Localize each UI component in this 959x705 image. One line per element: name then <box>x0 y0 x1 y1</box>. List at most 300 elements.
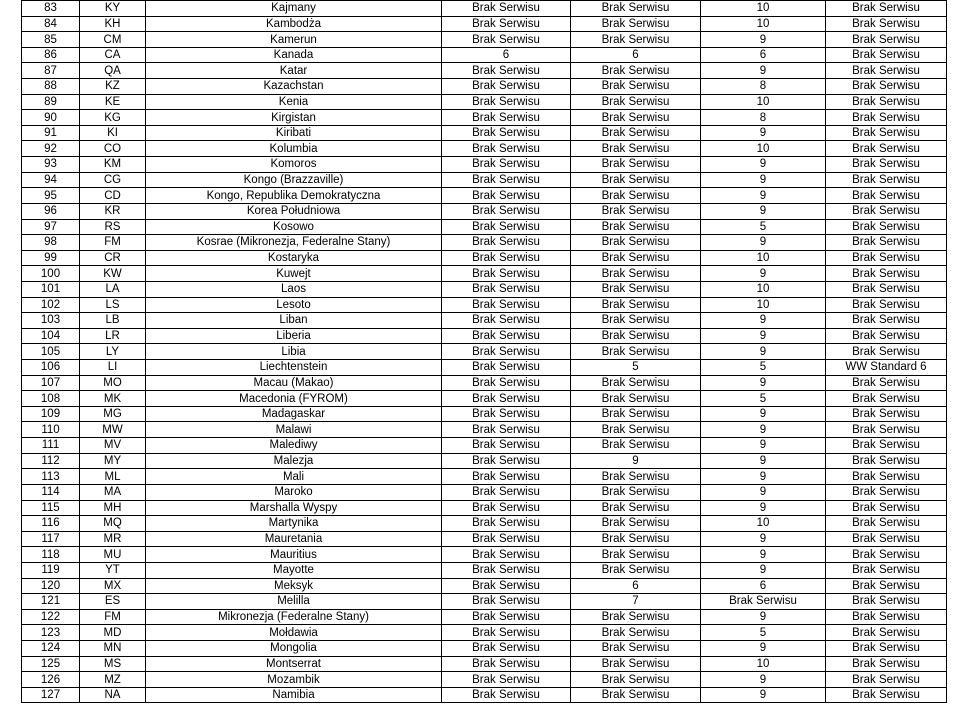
country-code-cell: KI <box>80 125 146 141</box>
country-code-cell: MV <box>80 438 146 454</box>
table-row <box>22 125 947 141</box>
service-c-cell: 9 <box>701 32 826 48</box>
row-number-cell: 92 <box>22 141 80 157</box>
service-c-cell: 9 <box>701 344 826 360</box>
country-name-cell: Madagaskar <box>146 406 442 422</box>
service-a-cell: Brak Serwisu <box>442 16 571 32</box>
service-d-cell: Brak Serwisu <box>826 687 947 703</box>
service-d-cell: Brak Serwisu <box>826 203 947 219</box>
country-name-cell: Libia <box>146 344 442 360</box>
service-d-cell: WW Standard 6 <box>826 360 947 376</box>
country-code-cell: KE <box>80 94 146 110</box>
service-b-cell: Brak Serwisu <box>571 1 701 17</box>
row-number-cell: 89 <box>22 94 80 110</box>
table-row <box>22 32 947 48</box>
service-a-cell: Brak Serwisu <box>442 640 571 656</box>
service-a-cell: Brak Serwisu <box>442 391 571 407</box>
service-d-cell: Brak Serwisu <box>826 438 947 454</box>
row-number-cell: 108 <box>22 391 80 407</box>
service-b-cell: Brak Serwisu <box>571 313 701 329</box>
country-name-cell: Mauritius <box>146 547 442 563</box>
country-name-cell: Mauretania <box>146 531 442 547</box>
table-row <box>22 110 947 126</box>
country-code-cell: MZ <box>80 672 146 688</box>
service-a-cell: Brak Serwisu <box>442 500 571 516</box>
service-c-cell: 9 <box>701 469 826 485</box>
service-b-cell: Brak Serwisu <box>571 219 701 235</box>
row-number-cell: 98 <box>22 235 80 251</box>
service-a-cell: Brak Serwisu <box>442 313 571 329</box>
service-a-cell: Brak Serwisu <box>442 235 571 251</box>
row-number-cell: 90 <box>22 110 80 126</box>
row-number-cell: 125 <box>22 656 80 672</box>
service-a-cell: Brak Serwisu <box>442 63 571 79</box>
table-row <box>22 63 947 79</box>
country-code-cell: KY <box>80 1 146 17</box>
country-name-cell: Kongo, Republika Demokratyczna <box>146 188 442 204</box>
service-b-cell: Brak Serwisu <box>571 484 701 500</box>
country-code-cell: MU <box>80 547 146 563</box>
country-name-cell: Maroko <box>146 484 442 500</box>
row-number-cell: 97 <box>22 219 80 235</box>
service-a-cell: Brak Serwisu <box>442 219 571 235</box>
service-c-cell: 9 <box>701 125 826 141</box>
table-row <box>22 1 947 17</box>
row-number-cell: 118 <box>22 547 80 563</box>
service-a-cell: Brak Serwisu <box>442 32 571 48</box>
row-number-cell: 99 <box>22 250 80 266</box>
service-a-cell: Brak Serwisu <box>442 344 571 360</box>
row-number-cell: 87 <box>22 63 80 79</box>
table-row <box>22 500 947 516</box>
service-c-cell: 9 <box>701 687 826 703</box>
country-name-cell: Kostaryka <box>146 250 442 266</box>
service-a-cell: Brak Serwisu <box>442 188 571 204</box>
country-name-cell: Kambodża <box>146 16 442 32</box>
row-number-cell: 91 <box>22 125 80 141</box>
country-code-cell: MN <box>80 640 146 656</box>
service-b-cell: Brak Serwisu <box>571 172 701 188</box>
table-row <box>22 438 947 454</box>
country-code-cell: CR <box>80 250 146 266</box>
table-row <box>22 531 947 547</box>
service-d-cell: Brak Serwisu <box>826 469 947 485</box>
table-row <box>22 188 947 204</box>
service-b-cell: Brak Serwisu <box>571 141 701 157</box>
service-b-cell: Brak Serwisu <box>571 687 701 703</box>
row-number-cell: 95 <box>22 188 80 204</box>
service-b-cell: Brak Serwisu <box>571 500 701 516</box>
row-number-cell: 110 <box>22 422 80 438</box>
table-row <box>22 687 947 703</box>
table-row <box>22 625 947 641</box>
service-a-cell: Brak Serwisu <box>442 562 571 578</box>
country-code-cell: YT <box>80 562 146 578</box>
service-c-cell: 10 <box>701 656 826 672</box>
country-code-cell: MD <box>80 625 146 641</box>
country-code-cell: LY <box>80 344 146 360</box>
service-a-cell: Brak Serwisu <box>442 578 571 594</box>
service-d-cell: Brak Serwisu <box>826 110 947 126</box>
country-name-cell: Kosrae (Mikronezja, Federalne Stany) <box>146 235 442 251</box>
service-c-cell: 10 <box>701 281 826 297</box>
service-a-cell: Brak Serwisu <box>442 250 571 266</box>
service-d-cell: Brak Serwisu <box>826 94 947 110</box>
country-code-cell: MS <box>80 656 146 672</box>
service-d-cell: Brak Serwisu <box>826 79 947 95</box>
country-name-cell: Mayotte <box>146 562 442 578</box>
country-code-cell: CM <box>80 32 146 48</box>
row-number-cell: 119 <box>22 562 80 578</box>
country-service-table <box>21 0 947 703</box>
country-code-cell: KH <box>80 16 146 32</box>
service-b-cell: Brak Serwisu <box>571 640 701 656</box>
service-b-cell: Brak Serwisu <box>571 94 701 110</box>
service-c-cell: 10 <box>701 297 826 313</box>
service-c-cell: 9 <box>701 63 826 79</box>
table-row <box>22 79 947 95</box>
service-b-cell: Brak Serwisu <box>571 188 701 204</box>
service-a-cell: Brak Serwisu <box>442 157 571 173</box>
country-name-cell: Mali <box>146 469 442 485</box>
service-d-cell: Brak Serwisu <box>826 672 947 688</box>
row-number-cell: 85 <box>22 32 80 48</box>
row-number-cell: 105 <box>22 344 80 360</box>
service-c-cell: 9 <box>701 235 826 251</box>
service-b-cell: Brak Serwisu <box>571 547 701 563</box>
row-number-cell: 127 <box>22 687 80 703</box>
row-number-cell: 111 <box>22 438 80 454</box>
service-c-cell: 9 <box>701 188 826 204</box>
service-c-cell: 9 <box>701 438 826 454</box>
country-name-cell: Mołdawia <box>146 625 442 641</box>
table-row <box>22 266 947 282</box>
service-c-cell: 9 <box>701 500 826 516</box>
service-b-cell: Brak Serwisu <box>571 110 701 126</box>
service-c-cell: 9 <box>701 422 826 438</box>
table-row <box>22 344 947 360</box>
service-d-cell: Brak Serwisu <box>826 562 947 578</box>
service-b-cell: Brak Serwisu <box>571 203 701 219</box>
service-a-cell: Brak Serwisu <box>442 281 571 297</box>
country-name-cell: Marshalla Wyspy <box>146 500 442 516</box>
table-row <box>22 157 947 173</box>
country-name-cell: Kiribati <box>146 125 442 141</box>
service-b-cell: Brak Serwisu <box>571 625 701 641</box>
service-d-cell: Brak Serwisu <box>826 219 947 235</box>
row-number-cell: 124 <box>22 640 80 656</box>
service-c-cell: 8 <box>701 110 826 126</box>
service-d-cell: Brak Serwisu <box>826 172 947 188</box>
service-a-cell: Brak Serwisu <box>442 125 571 141</box>
service-a-cell: Brak Serwisu <box>442 531 571 547</box>
service-a-cell: Brak Serwisu <box>442 516 571 532</box>
service-d-cell: Brak Serwisu <box>826 281 947 297</box>
service-c-cell: 9 <box>701 484 826 500</box>
service-a-cell: Brak Serwisu <box>442 547 571 563</box>
country-name-cell: Malezja <box>146 453 442 469</box>
service-b-cell: Brak Serwisu <box>571 125 701 141</box>
service-d-cell: Brak Serwisu <box>826 531 947 547</box>
country-name-cell: Malawi <box>146 422 442 438</box>
service-c-cell: 9 <box>701 266 826 282</box>
country-name-cell: Kolumbia <box>146 141 442 157</box>
table-row <box>22 484 947 500</box>
row-number-cell: 121 <box>22 594 80 610</box>
service-d-cell: Brak Serwisu <box>826 422 947 438</box>
country-name-cell: Laos <box>146 281 442 297</box>
row-number-cell: 109 <box>22 406 80 422</box>
service-c-cell: Brak Serwisu <box>701 594 826 610</box>
country-name-cell: Martynika <box>146 516 442 532</box>
service-d-cell: Brak Serwisu <box>826 188 947 204</box>
table-row <box>22 469 947 485</box>
country-name-cell: Namibia <box>146 687 442 703</box>
table-row <box>22 406 947 422</box>
country-name-cell: Mongolia <box>146 640 442 656</box>
service-b-cell: Brak Serwisu <box>571 281 701 297</box>
service-b-cell: 5 <box>571 360 701 376</box>
row-number-cell: 123 <box>22 625 80 641</box>
service-c-cell: 5 <box>701 391 826 407</box>
service-c-cell: 6 <box>701 47 826 63</box>
service-c-cell: 10 <box>701 141 826 157</box>
table-body <box>22 1 947 703</box>
service-c-cell: 9 <box>701 609 826 625</box>
table-row <box>22 672 947 688</box>
service-b-cell: Brak Serwisu <box>571 79 701 95</box>
service-b-cell: Brak Serwisu <box>571 406 701 422</box>
service-b-cell: Brak Serwisu <box>571 375 701 391</box>
service-c-cell: 9 <box>701 672 826 688</box>
service-c-cell: 9 <box>701 328 826 344</box>
service-a-cell: Brak Serwisu <box>442 360 571 376</box>
country-name-cell: Meksyk <box>146 578 442 594</box>
row-number-cell: 103 <box>22 313 80 329</box>
country-name-cell: Lesoto <box>146 297 442 313</box>
service-d-cell: Brak Serwisu <box>826 16 947 32</box>
service-c-cell: 9 <box>701 313 826 329</box>
service-b-cell: Brak Serwisu <box>571 391 701 407</box>
table-row <box>22 297 947 313</box>
service-a-cell: Brak Serwisu <box>442 656 571 672</box>
country-name-cell: Kazachstan <box>146 79 442 95</box>
service-b-cell: Brak Serwisu <box>571 328 701 344</box>
service-a-cell: 6 <box>442 47 571 63</box>
service-c-cell: 10 <box>701 516 826 532</box>
country-code-cell: MO <box>80 375 146 391</box>
service-a-cell: Brak Serwisu <box>442 422 571 438</box>
row-number-cell: 101 <box>22 281 80 297</box>
service-d-cell: Brak Serwisu <box>826 235 947 251</box>
service-b-cell: Brak Serwisu <box>571 297 701 313</box>
country-code-cell: ES <box>80 594 146 610</box>
table-row <box>22 453 947 469</box>
service-d-cell: Brak Serwisu <box>826 406 947 422</box>
row-number-cell: 113 <box>22 469 80 485</box>
country-code-cell: KZ <box>80 79 146 95</box>
table-row <box>22 16 947 32</box>
country-name-cell: Komoros <box>146 157 442 173</box>
table-row <box>22 94 947 110</box>
country-code-cell: LB <box>80 313 146 329</box>
country-code-cell: KW <box>80 266 146 282</box>
country-name-cell: Kenia <box>146 94 442 110</box>
table-row <box>22 375 947 391</box>
service-d-cell: Brak Serwisu <box>826 375 947 391</box>
row-number-cell: 117 <box>22 531 80 547</box>
country-name-cell: Macedonia (FYROM) <box>146 391 442 407</box>
country-code-cell: KR <box>80 203 146 219</box>
table-row <box>22 328 947 344</box>
table-row <box>22 172 947 188</box>
country-code-cell: ML <box>80 469 146 485</box>
table-row <box>22 656 947 672</box>
service-d-cell: Brak Serwisu <box>826 594 947 610</box>
table-row <box>22 640 947 656</box>
row-number-cell: 104 <box>22 328 80 344</box>
table-row <box>22 235 947 251</box>
country-name-cell: Macau (Makao) <box>146 375 442 391</box>
country-code-cell: MG <box>80 406 146 422</box>
country-name-cell: Melilla <box>146 594 442 610</box>
row-number-cell: 120 <box>22 578 80 594</box>
service-a-cell: Brak Serwisu <box>442 79 571 95</box>
service-c-cell: 10 <box>701 16 826 32</box>
row-number-cell: 94 <box>22 172 80 188</box>
service-b-cell: 6 <box>571 47 701 63</box>
service-b-cell: Brak Serwisu <box>571 250 701 266</box>
service-c-cell: 9 <box>701 547 826 563</box>
country-name-cell: Kirgistan <box>146 110 442 126</box>
service-d-cell: Brak Serwisu <box>826 578 947 594</box>
country-name-cell: Mozambik <box>146 672 442 688</box>
service-a-cell: Brak Serwisu <box>442 141 571 157</box>
service-b-cell: Brak Serwisu <box>571 469 701 485</box>
table-row <box>22 141 947 157</box>
country-name-cell: Liban <box>146 313 442 329</box>
country-code-cell: CD <box>80 188 146 204</box>
service-b-cell: Brak Serwisu <box>571 562 701 578</box>
service-c-cell: 9 <box>701 172 826 188</box>
table-row <box>22 578 947 594</box>
country-name-cell: Liberia <box>146 328 442 344</box>
service-d-cell: Brak Serwisu <box>826 328 947 344</box>
table-row <box>22 516 947 532</box>
service-d-cell: Brak Serwisu <box>826 141 947 157</box>
service-d-cell: Brak Serwisu <box>826 453 947 469</box>
country-code-cell: NA <box>80 687 146 703</box>
country-code-cell: KM <box>80 157 146 173</box>
country-name-cell: Korea Południowa <box>146 203 442 219</box>
country-code-cell: FM <box>80 235 146 251</box>
row-number-cell: 88 <box>22 79 80 95</box>
service-d-cell: Brak Serwisu <box>826 1 947 17</box>
row-number-cell: 112 <box>22 453 80 469</box>
service-d-cell: Brak Serwisu <box>826 547 947 563</box>
service-d-cell: Brak Serwisu <box>826 516 947 532</box>
service-a-cell: Brak Serwisu <box>442 203 571 219</box>
country-code-cell: MX <box>80 578 146 594</box>
service-b-cell: Brak Serwisu <box>571 266 701 282</box>
table-row <box>22 594 947 610</box>
service-a-cell: Brak Serwisu <box>442 266 571 282</box>
country-code-cell: LI <box>80 360 146 376</box>
country-name-cell: Katar <box>146 63 442 79</box>
table-row <box>22 250 947 266</box>
table-row <box>22 391 947 407</box>
country-code-cell: LA <box>80 281 146 297</box>
country-code-cell: MR <box>80 531 146 547</box>
service-c-cell: 10 <box>701 94 826 110</box>
service-d-cell: Brak Serwisu <box>826 157 947 173</box>
service-d-cell: Brak Serwisu <box>826 625 947 641</box>
service-b-cell: Brak Serwisu <box>571 157 701 173</box>
country-code-cell: CG <box>80 172 146 188</box>
service-a-cell: Brak Serwisu <box>442 625 571 641</box>
country-code-cell: MW <box>80 422 146 438</box>
service-a-cell: Brak Serwisu <box>442 406 571 422</box>
service-d-cell: Brak Serwisu <box>826 266 947 282</box>
service-c-cell: 10 <box>701 1 826 17</box>
row-number-cell: 84 <box>22 16 80 32</box>
row-number-cell: 115 <box>22 500 80 516</box>
service-b-cell: Brak Serwisu <box>571 656 701 672</box>
service-b-cell: Brak Serwisu <box>571 422 701 438</box>
service-d-cell: Brak Serwisu <box>826 297 947 313</box>
table-row <box>22 360 947 376</box>
service-a-cell: Brak Serwisu <box>442 110 571 126</box>
service-c-cell: 9 <box>701 531 826 547</box>
service-c-cell: 9 <box>701 453 826 469</box>
country-name-cell: Kanada <box>146 47 442 63</box>
service-b-cell: 6 <box>571 578 701 594</box>
country-name-cell: Liechtenstein <box>146 360 442 376</box>
service-c-cell: 6 <box>701 578 826 594</box>
table-row <box>22 203 947 219</box>
service-d-cell: Brak Serwisu <box>826 391 947 407</box>
service-b-cell: Brak Serwisu <box>571 516 701 532</box>
table-row <box>22 547 947 563</box>
service-c-cell: 9 <box>701 203 826 219</box>
country-code-cell: LS <box>80 297 146 313</box>
service-a-cell: Brak Serwisu <box>442 687 571 703</box>
country-name-cell: Kongo (Brazzaville) <box>146 172 442 188</box>
row-number-cell: 93 <box>22 157 80 173</box>
service-b-cell: Brak Serwisu <box>571 609 701 625</box>
service-d-cell: Brak Serwisu <box>826 47 947 63</box>
service-a-cell: Brak Serwisu <box>442 297 571 313</box>
service-a-cell: Brak Serwisu <box>442 469 571 485</box>
table-row <box>22 313 947 329</box>
service-b-cell: Brak Serwisu <box>571 531 701 547</box>
country-code-cell: MK <box>80 391 146 407</box>
service-b-cell: Brak Serwisu <box>571 32 701 48</box>
country-code-cell: LR <box>80 328 146 344</box>
table-row <box>22 281 947 297</box>
country-name-cell: Malediwy <box>146 438 442 454</box>
service-a-cell: Brak Serwisu <box>442 172 571 188</box>
row-number-cell: 100 <box>22 266 80 282</box>
service-c-cell: 9 <box>701 640 826 656</box>
row-number-cell: 116 <box>22 516 80 532</box>
row-number-cell: 107 <box>22 375 80 391</box>
country-name-cell: Kosowo <box>146 219 442 235</box>
row-number-cell: 96 <box>22 203 80 219</box>
service-c-cell: 10 <box>701 250 826 266</box>
row-number-cell: 126 <box>22 672 80 688</box>
service-a-cell: Brak Serwisu <box>442 672 571 688</box>
